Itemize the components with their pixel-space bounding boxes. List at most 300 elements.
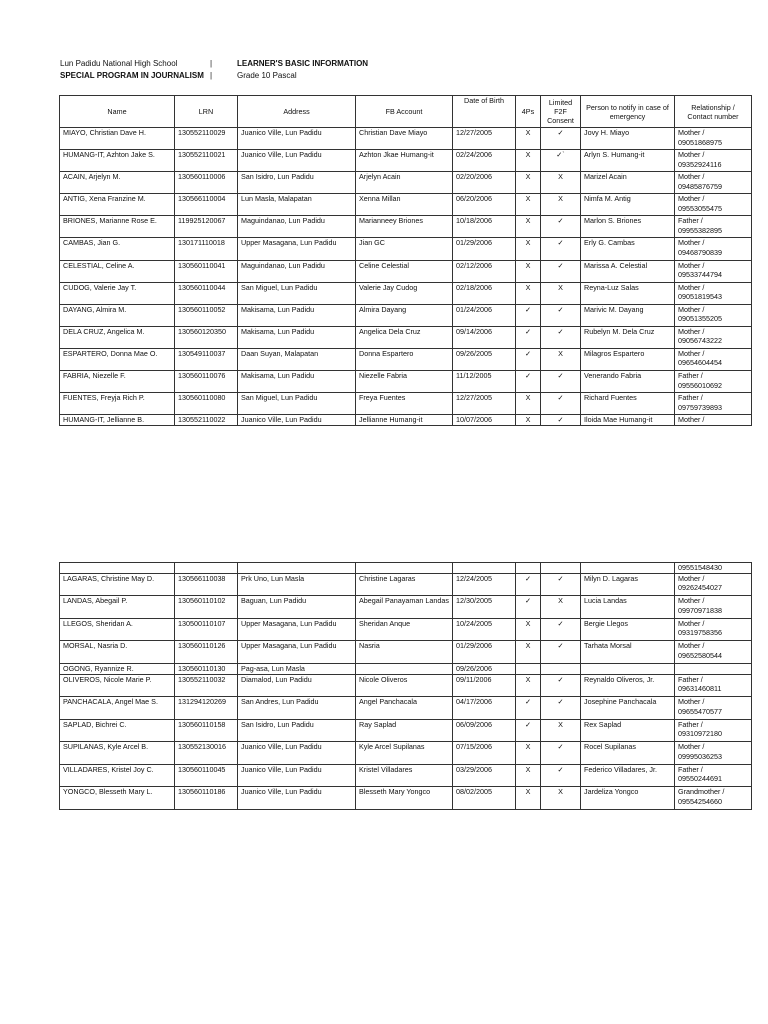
cell-4ps: X [516, 415, 541, 426]
grade-section: Grade 10 Pascal [237, 71, 297, 80]
cell-lrn: 130560120350 [175, 326, 238, 348]
column-header-relationship: Relationship / Contact number [675, 96, 752, 128]
cell-relationship [675, 238, 752, 260]
cell-relationship [675, 641, 752, 664]
contact-number: 09553055475 [678, 203, 722, 213]
cell-address: Makisama, Lun Padidu [238, 304, 356, 326]
cell-fb-account: Jian GC [356, 238, 453, 260]
table-row [60, 663, 752, 674]
relationship-label: Mother / [678, 742, 705, 751]
cell-fb-account: Kyle Arcel Supilanas [356, 742, 453, 765]
cell-date-of-birth: 01/24/2006 [453, 304, 516, 326]
relationship-label: Mother / [678, 697, 705, 706]
cell-name: LANDAS, Abegail P. [60, 596, 175, 619]
cell-4ps: X [516, 393, 541, 415]
cell-name: CAMBAS, Jian G. [60, 238, 175, 260]
relationship-label: Father / [678, 371, 703, 381]
cell-relationship [675, 216, 752, 238]
cell-relationship [675, 371, 752, 393]
cell-name: FUENTES, Freyja Rich P. [60, 393, 175, 415]
cell-4ps: X [516, 194, 541, 216]
cell-date-of-birth: 12/24/2005 [453, 573, 516, 596]
cell-address: San Miguel, Lun Padidu [238, 393, 356, 415]
table-row [60, 304, 752, 326]
cell-name: SUPILANAS, Kyle Arcel B. [60, 742, 175, 765]
cell-emergency-contact: Federico Villadares, Jr. [581, 764, 675, 787]
cell-fb-account: Niezelle Fabria [356, 371, 453, 393]
contact-number: 09056743222 [678, 336, 722, 346]
cell-4ps: X [516, 641, 541, 664]
cell-f2f-consent: X [541, 596, 581, 619]
cell-lrn: 130552110021 [175, 150, 238, 172]
cell-lrn: 130549110037 [175, 348, 238, 370]
cell-name: HUMANG-IT, Azhton Jake S. [60, 150, 175, 172]
cell-lrn: 130500110107 [175, 618, 238, 641]
cell-4ps: X [516, 618, 541, 641]
cell-4ps: X [516, 764, 541, 787]
school-name: Lun Padidu National High School [60, 59, 178, 68]
cell-name: ESPARTERO, Donna Mae O. [60, 348, 175, 370]
cell-name: ANTIG, Xena Franzine M. [60, 194, 175, 216]
table-header-row [60, 96, 752, 128]
cell-date-of-birth: 09/11/2006 [453, 674, 516, 697]
cell-4ps: X [516, 742, 541, 765]
table-row [60, 216, 752, 238]
cell-4ps: X [516, 216, 541, 238]
program-name: SPECIAL PROGRAM IN JOURNALISM [60, 71, 204, 80]
table-row [60, 596, 752, 619]
cell-address: Maguindanao, Lun Padidu [238, 216, 356, 238]
cell-emergency-contact: Reyna-Luz Salas [581, 282, 675, 304]
contact-number: 09554254660 [678, 796, 722, 806]
cell-fb-account: Nicole Oliveros [356, 674, 453, 697]
relationship-label: Mother / [678, 415, 705, 425]
cell-relationship [675, 415, 752, 426]
cell-fb-account: Kristel Villadares [356, 764, 453, 787]
cell-relationship [675, 348, 752, 370]
cell-4ps: X [516, 128, 541, 150]
cell-address: Lun Masla, Malapatan [238, 194, 356, 216]
cell-f2f-consent: ✓ [541, 641, 581, 664]
cell-address: Upper Masagana, Lun Padidu [238, 238, 356, 260]
cell-lrn: 130560110006 [175, 172, 238, 194]
cell-4ps: ✓ [516, 596, 541, 619]
cell-lrn: 130560110102 [175, 596, 238, 619]
cell-relationship [675, 764, 752, 787]
cell-address: San Andres, Lun Padidu [238, 697, 356, 720]
table-row [60, 348, 752, 370]
cell-emergency-contact: Richard Fuentes [581, 393, 675, 415]
cell-fb-account: Angel Panchacala [356, 697, 453, 720]
cell-4ps: ✓ [516, 573, 541, 596]
contact-number: 09468790839 [678, 247, 722, 257]
contact-number: 09485876759 [678, 181, 722, 191]
cell-relationship [675, 742, 752, 765]
cell-name: DAYANG, Almira M. [60, 304, 175, 326]
cell-fb-account: Valerie Jay Cudog [356, 282, 453, 304]
cell-emergency-contact: Milyn D. Lagaras [581, 573, 675, 596]
cell-emergency-contact: Arlyn S. Humang-it [581, 150, 675, 172]
relationship-label: Mother / [678, 150, 705, 160]
cell-address: Makisama, Lun Padidu [238, 371, 356, 393]
table-row [60, 172, 752, 194]
cell-relationship [675, 150, 752, 172]
cell-f2f-consent [541, 663, 581, 674]
cell-emergency-contact: Rex Saplad [581, 719, 675, 742]
cell-f2f-consent: ✓ [541, 238, 581, 260]
cell-lrn: 119925120067 [175, 216, 238, 238]
relationship-label: Father / [678, 216, 703, 226]
cell-f2f-consent: ✓ [541, 742, 581, 765]
cell-f2f-consent: X [541, 282, 581, 304]
cell-relationship [675, 618, 752, 641]
cell-fb-account: Ray Saplad [356, 719, 453, 742]
cell-address: San Isidro, Lun Padidu [238, 719, 356, 742]
cell-f2f-consent: X [541, 348, 581, 370]
cell-f2f-consent: ✓ [541, 618, 581, 641]
cell-f2f-consent: ✓ [541, 697, 581, 720]
table-row [60, 415, 752, 426]
column-header-emergency-contact: Person to notify in case of emergency [581, 96, 675, 128]
cell-fb-account: Abegail Panayaman Landas [356, 596, 453, 619]
cell-date-of-birth: 11/12/2005 [453, 371, 516, 393]
cell-f2f-consent: ✓ [541, 393, 581, 415]
cell-name: MIAYO, Christian Dave H. [60, 128, 175, 150]
cell-relationship [675, 128, 752, 150]
table-row [60, 326, 752, 348]
cell-date-of-birth: 07/15/2006 [453, 742, 516, 765]
cell-name: OGONG, Ryannize R. [60, 663, 175, 674]
cell-f2f-consent: ✓ [541, 326, 581, 348]
cell-name: CELESTIAL, Celine A. [60, 260, 175, 282]
cell-fb-account: Sheridan Anque [356, 618, 453, 641]
cell-date-of-birth: 12/30/2005 [453, 596, 516, 619]
cell-address: Upper Masagana, Lun Padidu [238, 618, 356, 641]
cell-emergency-contact: Marivic M. Dayang [581, 304, 675, 326]
cell-lrn: 130560110045 [175, 764, 238, 787]
cell-address: San Isidro, Lun Padidu [238, 172, 356, 194]
relationship-label: Mother / [678, 326, 705, 336]
cell-name: LLEGOS, Sheridan A. [60, 618, 175, 641]
relationship-label: Mother / [678, 260, 705, 270]
cell-lrn: 130560110158 [175, 719, 238, 742]
cell-date-of-birth: 02/18/2006 [453, 282, 516, 304]
column-header-address: Address [238, 96, 356, 128]
cell-date-of-birth: 10/07/2006 [453, 415, 516, 426]
cell-f2f-consent: X [541, 194, 581, 216]
contact-number: 09262454027 [678, 583, 722, 592]
cell-emergency-contact: Jovy H. Miayo [581, 128, 675, 150]
contact-number: 09352924116 [678, 159, 722, 169]
cell-emergency-contact: Jardeliza Yongco [581, 787, 675, 810]
cell-name: VILLADARES, Kristel Joy C. [60, 764, 175, 787]
cell-4ps: ✓ [516, 719, 541, 742]
table-row [60, 719, 752, 742]
learner-table-page-1 [59, 95, 752, 426]
cell-4ps: X [516, 238, 541, 260]
cell-emergency-contact: Tarhata Morsal [581, 641, 675, 664]
cell-date-of-birth: 06/20/2006 [453, 194, 516, 216]
cell-fb-account: Donna Espartero [356, 348, 453, 370]
contact-number: 09759739893 [678, 402, 722, 412]
contact-number: 09556010692 [678, 380, 722, 390]
relationship-label: Mother / [678, 641, 705, 650]
cell-address: Upper Masagana, Lun Padidu [238, 641, 356, 664]
cell-lrn: 130552110032 [175, 674, 238, 697]
cell-fb-account: Celine Celestial [356, 260, 453, 282]
table-row [60, 573, 752, 596]
relationship-label: Mother / [678, 172, 705, 182]
cell-relationship [675, 787, 752, 810]
cell-date-of-birth: 10/18/2006 [453, 216, 516, 238]
cell-f2f-consent: ✓ [541, 415, 581, 426]
cell-date-of-birth: 12/27/2005 [453, 393, 516, 415]
relationship-label: Grandmother / [678, 787, 725, 796]
cell-name: YONGCO, Blesseth Mary L. [60, 787, 175, 810]
cell-relationship [675, 282, 752, 304]
document-header [60, 58, 368, 82]
header-separator: | [210, 59, 213, 68]
cell-emergency-contact: Erly G. Cambas [581, 238, 675, 260]
cell-address: Juanico Ville, Lun Padidu [238, 415, 356, 426]
cell-4ps: ✓ [516, 304, 541, 326]
cell-emergency-contact: Marlon S. Briones [581, 216, 675, 238]
cell-4ps: X [516, 787, 541, 810]
cell-lrn: 130560110052 [175, 304, 238, 326]
table-row [60, 618, 752, 641]
cell-lrn: 130566110004 [175, 194, 238, 216]
cell-emergency-contact: Venerando Fabria [581, 371, 675, 393]
cell-name: HUMANG-IT, Jellianne B. [60, 415, 175, 426]
relationship-label: Mother / [678, 194, 705, 204]
cell-f2f-consent: ✓ [541, 674, 581, 697]
cell-emergency-contact: Rubelyn M. Dela Cruz [581, 326, 675, 348]
cell-f2f-consent: ✓ [541, 128, 581, 150]
cell-date-of-birth: 04/17/2006 [453, 697, 516, 720]
cell-address: Juanico Ville, Lun Padidu [238, 150, 356, 172]
contact-number: 09051355205 [678, 314, 722, 324]
cell-4ps: X [516, 674, 541, 697]
cell-fb-account: Almira Dayang [356, 304, 453, 326]
table-row [60, 641, 752, 664]
cell-f2f-consent: ✓ [541, 304, 581, 326]
contact-number: 09631460811 [678, 684, 722, 693]
cell-name: ACAIN, Arjelyn M. [60, 172, 175, 194]
cell-fb-account: Freya Fuentes [356, 393, 453, 415]
cell-relationship [675, 663, 752, 674]
column-header-lrn: LRN [175, 96, 238, 128]
table-body-page-1 [60, 128, 752, 426]
cell-address: Pag-asa, Lun Masla [238, 663, 356, 674]
cell-date-of-birth: 08/02/2005 [453, 787, 516, 810]
cell-name: DELA CRUZ, Angelica M. [60, 326, 175, 348]
cell-address: Prk Uno, Lun Masla [238, 573, 356, 596]
table-row [60, 238, 752, 260]
cell-address: Juanico Ville, Lun Padidu [238, 787, 356, 810]
cell-f2f-consent: ✓ [541, 216, 581, 238]
cell-relationship [675, 697, 752, 720]
cell-name: SAPLAD, Bichrei C. [60, 719, 175, 742]
relationship-label: Mother / [678, 618, 705, 628]
cell-relationship [675, 674, 752, 697]
cell-date-of-birth: 09/26/2005 [453, 348, 516, 370]
cell-emergency-contact: Nimfa M. Antig [581, 194, 675, 216]
cell-fb-account: Blesseth Mary Yongco [356, 787, 453, 810]
table-row [60, 742, 752, 765]
table-body-page-2 [60, 563, 752, 810]
contact-number: 09319758356 [678, 628, 722, 637]
cell-name: CUDOG, Valerie Jay T. [60, 282, 175, 304]
cell-fb-account: Azhton Jkae Humang-it [356, 150, 453, 172]
cell-emergency-contact: Bergie Llegos [581, 618, 675, 641]
cell-lrn: 130560110044 [175, 282, 238, 304]
cell-lrn: 130552110029 [175, 128, 238, 150]
cell-fb-account: Christian Dave Miayo [356, 128, 453, 150]
table-row [60, 128, 752, 150]
cell-emergency-contact: Milagros Espartero [581, 348, 675, 370]
cell-fb-account: Arjelyn Acain [356, 172, 453, 194]
cell-lrn: 130560110080 [175, 393, 238, 415]
cell-relationship [675, 393, 752, 415]
cell-emergency-contact: Lucia Landas [581, 596, 675, 619]
cell-relationship [675, 194, 752, 216]
cell-4ps: X [516, 260, 541, 282]
cell-name: PANCHACALA, Angel Mae S. [60, 697, 175, 720]
cell-emergency-contact [581, 663, 675, 674]
cell-4ps: X [516, 282, 541, 304]
contact-number: 09533744794 [678, 270, 722, 280]
cell-4ps: ✓ [516, 348, 541, 370]
cell-lrn: 130560110076 [175, 371, 238, 393]
cell-f2f-consent: ✓ [541, 573, 581, 596]
cell-emergency-contact: Reynaldo Oliveros, Jr. [581, 674, 675, 697]
continuation-row [60, 563, 752, 574]
contact-number: 09655470577 [678, 706, 722, 716]
relationship-label: Mother / [678, 282, 705, 292]
cell-address: Makisama, Lun Padidu [238, 326, 356, 348]
learner-table-page-2 [59, 562, 752, 810]
cell-fb-account: Angelica Dela Cruz [356, 326, 453, 348]
document-title: LEARNER'S BASIC INFORMATION [237, 59, 369, 68]
cell-emergency-contact: Rocel Supilanas [581, 742, 675, 765]
cell-date-of-birth: 10/24/2005 [453, 618, 516, 641]
cell-fb-account: Nasria [356, 641, 453, 664]
continued-contact-number: 09551548430 [675, 563, 752, 574]
cell-address: Diamalod, Lun Padidu [238, 674, 356, 697]
relationship-label: Mother / [678, 128, 705, 137]
cell-address: Juanico Ville, Lun Padidu [238, 128, 356, 150]
column-header-name: Name [60, 96, 175, 128]
relationship-label: Father / [678, 764, 703, 774]
cell-name: BRIONES, Marianne Rose E. [60, 216, 175, 238]
cell-4ps: ✓ [516, 326, 541, 348]
cell-lrn: 130171110018 [175, 238, 238, 260]
cell-relationship [675, 596, 752, 619]
table-row [60, 371, 752, 393]
cell-4ps: ✓ [516, 697, 541, 720]
cell-relationship [675, 304, 752, 326]
cell-lrn: 130566110038 [175, 573, 238, 596]
cell-address: Maguindanao, Lun Padidu [238, 260, 356, 282]
relationship-label: Mother / [678, 304, 705, 314]
cell-date-of-birth: 02/20/2006 [453, 172, 516, 194]
cell-date-of-birth: 02/24/2006 [453, 150, 516, 172]
cell-4ps: X [516, 150, 541, 172]
contact-number: 09550244691 [678, 774, 722, 783]
table-row [60, 194, 752, 216]
table-row [60, 697, 752, 720]
cell-date-of-birth: 03/29/2006 [453, 764, 516, 787]
cell-address: Juanico Ville, Lun Padidu [238, 764, 356, 787]
table-row [60, 674, 752, 697]
cell-date-of-birth: 09/26/2006 [453, 663, 516, 674]
cell-date-of-birth: 02/12/2006 [453, 260, 516, 282]
cell-lrn: 130560110126 [175, 641, 238, 664]
cell-fb-account: Xenna Millan [356, 194, 453, 216]
cell-name: FABRIA, Niezelle F. [60, 371, 175, 393]
cell-relationship [675, 260, 752, 282]
cell-address: San Miguel, Lun Padidu [238, 282, 356, 304]
cell-relationship [675, 172, 752, 194]
cell-f2f-consent: X [541, 787, 581, 810]
contact-number: 09970971838 [678, 605, 722, 615]
relationship-label: Father / [678, 393, 703, 403]
relationship-label: Father / [678, 719, 703, 729]
cell-date-of-birth: 01/29/2006 [453, 641, 516, 664]
column-header-4ps: 4Ps [516, 96, 541, 128]
cell-address: Juanico Ville, Lun Padidu [238, 742, 356, 765]
cell-name: OLIVEROS, Nicole Marie P. [60, 674, 175, 697]
table-row [60, 764, 752, 787]
relationship-label: Mother / [678, 596, 705, 605]
cell-name: MORSAL, Nasria D. [60, 641, 175, 664]
cell-lrn: 131294120269 [175, 697, 238, 720]
relationship-label: Mother / [678, 238, 705, 248]
table-row [60, 282, 752, 304]
column-header-date-of-birth: Date of Birth [453, 96, 516, 128]
cell-f2f-consent: X [541, 719, 581, 742]
cell-date-of-birth: 06/09/2006 [453, 719, 516, 742]
relationship-label: Mother / [678, 573, 705, 583]
relationship-label: Father / [678, 674, 703, 684]
cell-date-of-birth: 12/27/2005 [453, 128, 516, 150]
cell-f2f-consent: X [541, 172, 581, 194]
cell-relationship [675, 573, 752, 596]
cell-f2f-consent: ✓ [541, 260, 581, 282]
header-separator: | [210, 71, 213, 80]
cell-fb-account: Christine Lagaras [356, 573, 453, 596]
cell-date-of-birth: 09/14/2006 [453, 326, 516, 348]
contact-number: 09051868975 [678, 137, 722, 147]
contact-number: 09652580544 [678, 650, 722, 660]
cell-emergency-contact: Marissa A. Celestial [581, 260, 675, 282]
cell-lrn: 130552130016 [175, 742, 238, 765]
cell-lrn: 130560110041 [175, 260, 238, 282]
contact-number: 09955382895 [678, 225, 722, 235]
cell-emergency-contact: Josephine Panchacala [581, 697, 675, 720]
cell-fb-account: Jellianne Humang-it [356, 415, 453, 426]
table-row [60, 393, 752, 415]
cell-fb-account: Marianneey Briones [356, 216, 453, 238]
cell-lrn: 130560110130 [175, 663, 238, 674]
contact-number: 09051819543 [678, 292, 722, 302]
cell-4ps [516, 663, 541, 674]
relationship-label: Mother / [678, 348, 705, 358]
cell-address: Baguan, Lun Padidu [238, 596, 356, 619]
cell-4ps: X [516, 172, 541, 194]
cell-lrn: 130552110022 [175, 415, 238, 426]
cell-f2f-consent: ✓` [541, 150, 581, 172]
